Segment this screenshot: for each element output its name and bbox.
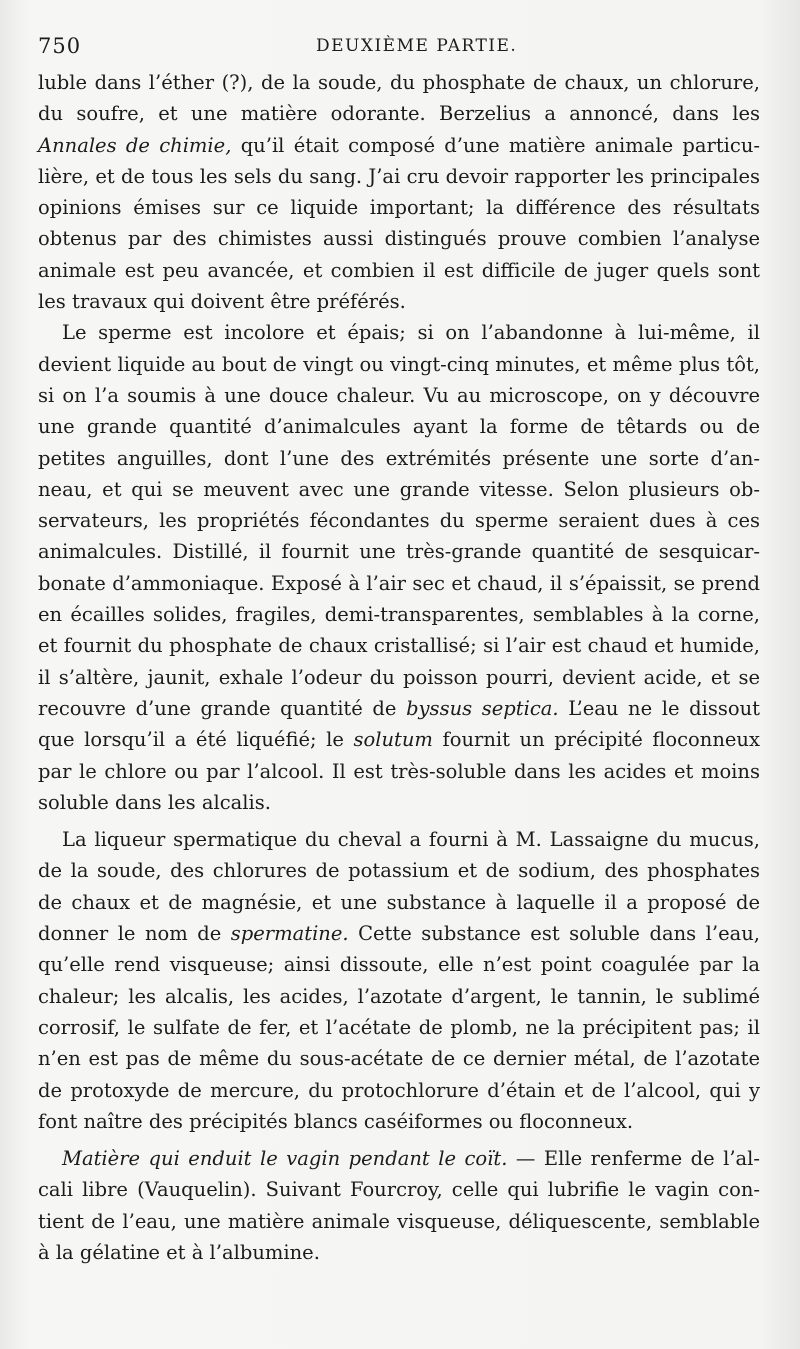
- text-segment: Le sperme est incolore et épais; si on l’abandonne à lui-même, il devient liquide au bout de vingt ou vingt-cinq minutes, et même plus tôt, si on l’a soumis à une douce chaleur. Vu au microscope, on y découvre une grande quantité d’animalcules ayant la forme de têtards ou de petites anguilles, dont l’une des extrémités présente une sorte d’anneau, et qui se meuvent avec une grande vitesse. Selon plusieurs observateurs, les propriétés fécondantes du sperme seraient dues à ces animalcules. Distillé, il fournit une très-grande quantité de sesquicarbonate d’ammoniaque. Exposé à l’air sec et chaud, il s’épaissit, se prend en écailles solides, fragiles, demi-transparentes, semblables à la corne, et fournit du phosphate de chaux cristallisé; si l’air est chaud et humide, il s’altère, jaunit, exhale l’odeur du poisson pourri, devient acide, et se recouvre d’une grande quantité de: [38, 321, 760, 720]
- italic-segment: spermatine.: [230, 922, 349, 946]
- text-segment: L’eau ne le dissout que lorsqu’il a été liquéfié; le: [38, 696, 760, 752]
- page-number: 750: [38, 34, 82, 58]
- text-segment: Cette substance est soluble dans l’eau, qu’elle rend visqueuse; ainsi dissoute, elle n’est point coagulée par la chaleur; les alcalis, les acides, l’azotate d’argent, le tannin, le sublimé corrosif, le sulfate de fer, et l’acétate de plomb, ne la précipitent pas; il n’en est pas de même du sous-acétate de ce dernier métal, de l’azotate de protoxyde de mercure, du protochlorure d’étain et de l’alcool, qui y font naître des précipités blancs caséiformes ou floconneux.: [38, 922, 760, 1133]
- page-header: [38, 34, 758, 64]
- paragraph-2: [38, 317, 760, 818]
- italic-segment: byssus septica.: [406, 696, 559, 720]
- text-segment: qu’il était composé d’une matière animale particulière, et de tous les sels du sang. J’ai cru devoir rapporter les principales opinions émises sur ce liquide important; la différence des résultats obtenus par des chimistes aussi distingués prouve combien l’analyse animale est peu avancée, et combien il est difficile de juger quels sont les travaux qui doivent être préférés.: [38, 133, 760, 314]
- paragraph-1: [38, 67, 760, 317]
- body-text: [38, 67, 760, 1268]
- text-segment: — Elle renferme de l’alcali libre (Vauquelin). Suivant Fourcroy, celle qui lubrifie le vagin contient de l’eau, une matière animale visqueuse, déliquescente, semblable à la gélatine et à l’albumine.: [38, 1147, 760, 1264]
- italic-segment: solutum: [353, 728, 433, 752]
- text-segment: La liqueur spermatique du cheval a fourni à M. Lassaigne du mucus, de la soude, des chlorures de potassium et de sodium, des phosphates de chaux et de magnésie, et une substance à laquelle il a proposé de donner le nom de: [38, 828, 760, 946]
- paragraph-3: [38, 824, 760, 1137]
- italic-segment: Annales de chimie,: [38, 133, 232, 157]
- paragraph-4: [38, 1143, 760, 1268]
- text-segment: luble dans l’éther (?), de la soude, du phosphate de chaux, un chlorure, du soufre, et une matière odorante. Berzelius a annoncé, dans les: [38, 71, 760, 126]
- text-segment: fournit un précipité floconneux par le chlore ou par l’alcool. Il est très-soluble dans les acides et moins soluble dans les alcalis.: [38, 728, 760, 814]
- italic-segment: Matière qui enduit le vagin pendant le coït.: [62, 1147, 508, 1171]
- running-head: DEUXIÈME PARTIE.: [316, 36, 518, 56]
